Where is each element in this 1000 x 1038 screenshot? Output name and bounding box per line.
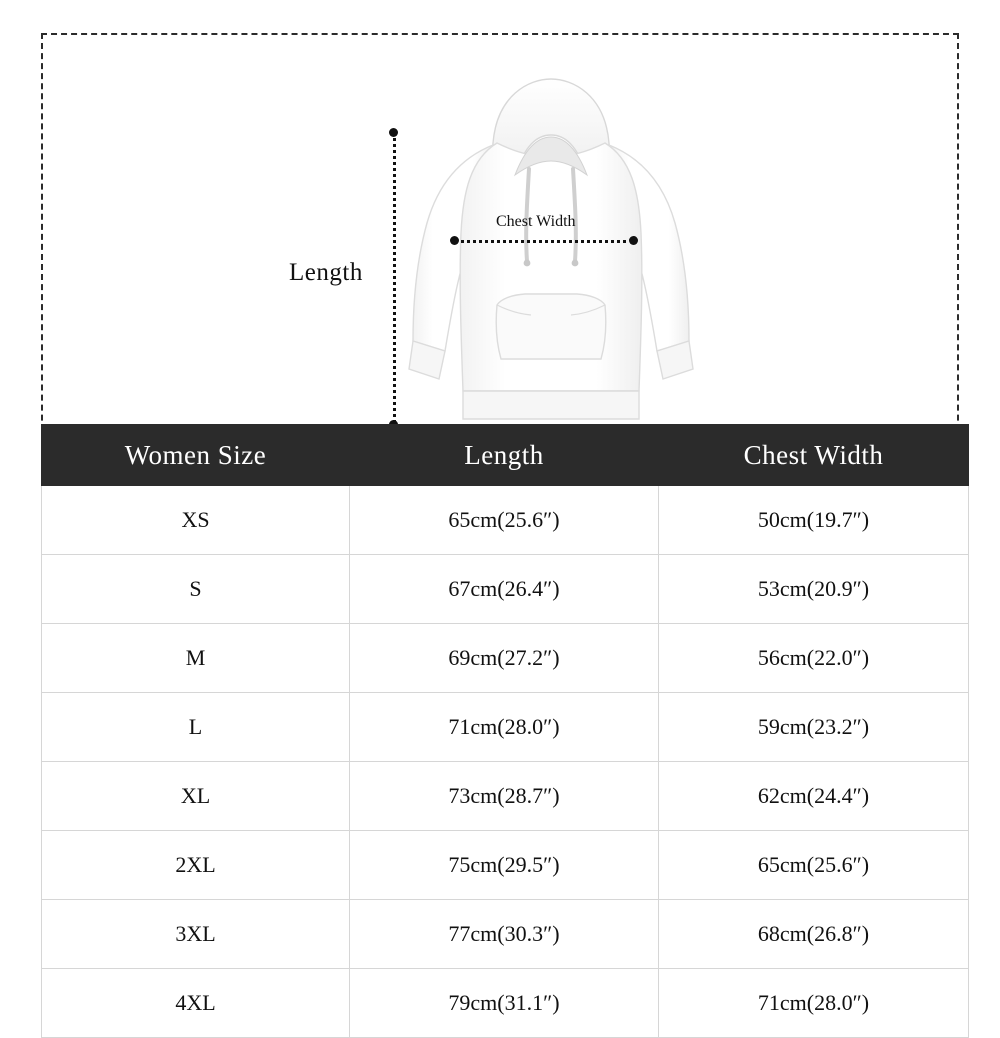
table-row — [42, 486, 969, 555]
cell-chest: 62cm(24.4″) — [659, 762, 969, 831]
length-label: Length — [289, 259, 363, 286]
cell-size: XL — [42, 762, 350, 831]
cell-length: 79cm(31.1″) — [350, 969, 659, 1038]
cell-size: S — [42, 555, 350, 624]
cell-length: 71cm(28.0″) — [350, 693, 659, 762]
cell-chest: 50cm(19.7″) — [659, 486, 969, 555]
header-women-size: Women Size — [42, 425, 350, 486]
table-row — [42, 555, 969, 624]
cell-size: 3XL — [42, 900, 350, 969]
garment-illustration — [41, 33, 959, 425]
cell-chest: 53cm(20.9″) — [659, 555, 969, 624]
table-row — [42, 831, 969, 900]
cell-length: 77cm(30.3″) — [350, 900, 659, 969]
cell-chest: 56cm(22.0″) — [659, 624, 969, 693]
table-row — [42, 693, 969, 762]
header-length: Length — [350, 425, 659, 486]
cell-size: XS — [42, 486, 350, 555]
chest-right-dot — [629, 236, 638, 245]
cell-chest: 59cm(23.2″) — [659, 693, 969, 762]
table-row — [42, 900, 969, 969]
cell-length: 75cm(29.5″) — [350, 831, 659, 900]
table-body — [42, 486, 969, 1038]
length-measure-line — [393, 133, 396, 423]
table-row — [42, 762, 969, 831]
cell-size: 4XL — [42, 969, 350, 1038]
cell-length: 65cm(25.6″) — [350, 486, 659, 555]
table-header-row — [42, 425, 969, 486]
cell-length: 69cm(27.2″) — [350, 624, 659, 693]
chest-left-dot — [450, 236, 459, 245]
cell-size: 2XL — [42, 831, 350, 900]
cell-chest: 71cm(28.0″) — [659, 969, 969, 1038]
cell-length: 67cm(26.4″) — [350, 555, 659, 624]
length-top-dot — [389, 128, 398, 137]
hoodie-icon — [401, 73, 701, 433]
size-table — [41, 424, 969, 1038]
table-header — [42, 425, 969, 486]
cell-chest: 68cm(26.8″) — [659, 900, 969, 969]
cell-chest: 65cm(25.6″) — [659, 831, 969, 900]
table-row — [42, 969, 969, 1038]
cell-size: M — [42, 624, 350, 693]
chest-measure-line — [454, 240, 634, 243]
cell-size: L — [42, 693, 350, 762]
chest-width-label: Chest Width — [496, 213, 576, 230]
cell-length: 73cm(28.7″) — [350, 762, 659, 831]
header-chest-width: Chest Width — [659, 425, 969, 486]
table-row — [42, 624, 969, 693]
